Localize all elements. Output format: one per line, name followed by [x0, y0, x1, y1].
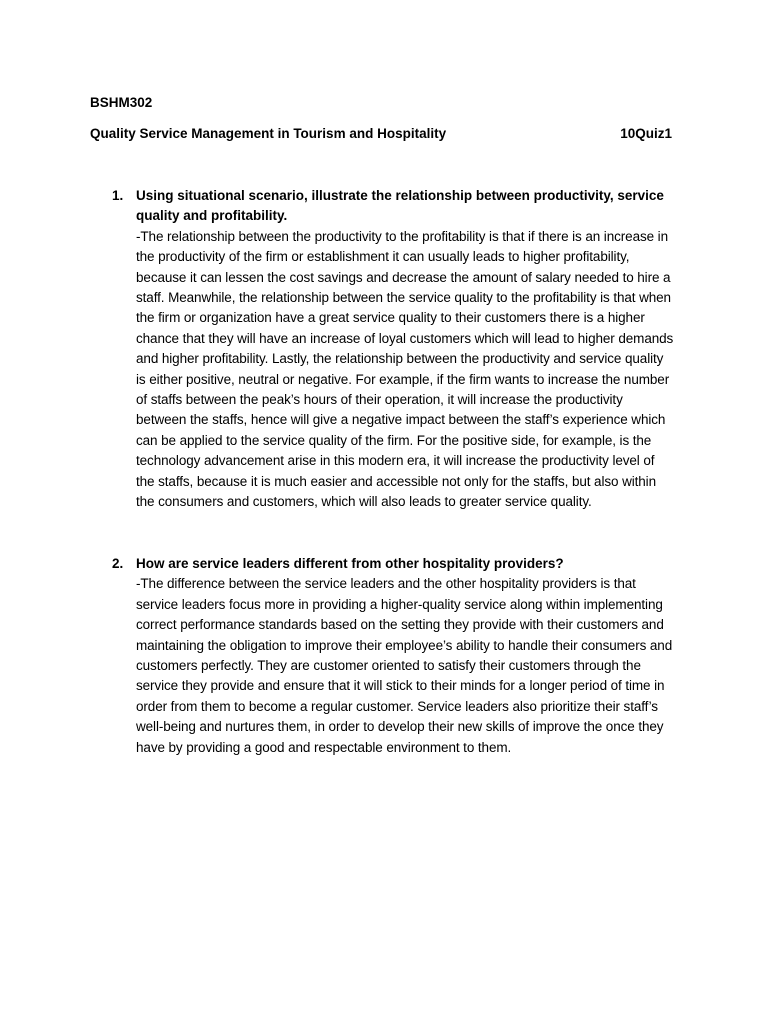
- document-header-row: [90, 125, 672, 143]
- question-body: [136, 186, 674, 513]
- question-prompt: Using situational scenario, illustrate the relationship between productivity, service quality and profitability.: [136, 188, 664, 224]
- quiz-label: 10Quiz1: [620, 126, 672, 141]
- question-number: 2.: [112, 556, 124, 571]
- question-number: 1.: [112, 188, 124, 203]
- course-title: Quality Service Management in Tourism and Hospitality: [90, 126, 447, 141]
- question-answer: -The relationship between the productivity to the profitability is that if there is an increase in the productivity of the firm or establishment it can usually leads to higher profitability, because it can lessen the cost savings and decrease the amount of salary needed to hire a staff. Meanwhile, the relationship between the service quality to the profitability is that when the firm or organization have a great service quality to their customers there is a higher chance that they will have an increase of loyal customers which will lead to higher demands and higher profitability. Lastly, the relationship between the productivity and service quality is either positive, neutral or negative. For example, if the firm wants to increase the number of staffs between the peak’s hours of their operation, it will increase the productivity between the staffs, hence will give a negative impact between the staff’s experience which can be applied to the service quality of the firm. For the positive side, for example, is the technology advancement arise in this modern era, it will increase the productivity level of the staffs, because it is much easier and accessible not only for the staffs, but also within the consumers and customers, which will also leads to greater service quality.: [136, 228, 674, 510]
- question-prompt: How are service leaders different from other hospitality providers?: [136, 556, 564, 571]
- question-answer: -The difference between the service leaders and the other hospitality providers is that service leaders focus more in providing a higher-quality service along within implementing correct performance standards based on the setting they provide with their customers and maintaining the obligation to improve their employee’s ability to handle their consumers and customers perfectly. They are customer oriented to satisfy their customers through the service they provide and ensure that it will stick to their minds for a longer period of time in order from them to become a regular customer. Service leaders also prioritize their staff’s well-being and nurtures them, in order to develop their new skills of improve the once they have by providing a good and respectable environment to them.: [136, 576, 673, 755]
- question-body: [136, 554, 674, 758]
- course-code: BSHM302: [90, 95, 153, 110]
